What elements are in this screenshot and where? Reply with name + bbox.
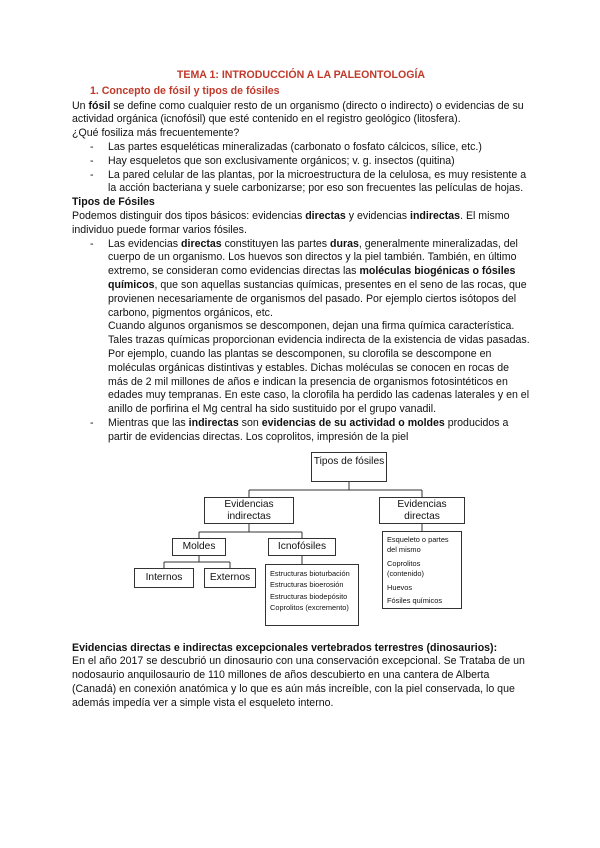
fossil-types-diagram	[72, 452, 530, 630]
node-evidencias-directas: Evidencias directas	[379, 497, 465, 524]
node-internos: Internos	[134, 568, 194, 588]
list-item: - Hay esqueletos que son exclusivamente orgánicos; v. g. insectos (quitina)	[108, 155, 530, 169]
list-item: - Las partes esqueléticas mineralizadas (carbonato o fosfato cálcicos, sílice, etc.)	[108, 141, 530, 155]
list-item: - La pared celular de las plantas, por la microestructura de la celulosa, es muy resistente a la acción bacteriana y suele carbonizarse; por eso son frecuentes las películas de hojas.	[108, 169, 530, 197]
icnofosiles-list	[265, 564, 359, 626]
text-span-bold: fósil	[88, 99, 111, 112]
text-span-bold: moléculas biogénicas o fósiles químicos	[108, 265, 516, 291]
section-heading: 1. Concepto de fósil y tipos de fósiles	[90, 84, 280, 97]
text-span-bold: directas	[181, 237, 222, 250]
chemical-signature-paragraph: Cuando algunos organismos se descomponen, dejan una firma química característica. Tales trazas químicas proporcionan evidencia indirecta de la existencia de vidas pasadas. Por ejemplo, cuando las plantas se descomponen, su clorofila se descompone en moléculas orgánicas distintivas y estables. Dichas moléculas se conocen en rocas de más de 2 mil millones de años e indican la presencia de organismos fotosintéticos en edades muy tempranas. En este caso, la clorofila ha perdido las cadenas laterales y en el anillo de porfirina el Mg central ha sido sustituido por el grupo vanadil.	[108, 320, 530, 416]
text-span-bold: directas	[305, 209, 346, 222]
dinosaur-paragraph: En el año 2017 se descubrió un dinosaurio con una conservación excepcional. Se Trataba de un nodosaurio anquilosaurio de 110 millones de años descubierto en una cantera de Alberta (Canadá) en conexión anatómica y lo que es aún más increíble, con la piel conservada, lo que además impedía ver a simple vista el esqueleto interno.	[72, 655, 525, 709]
list-item	[108, 417, 530, 445]
directas-item: Coprolitos (contenido)	[387, 558, 424, 579]
text-span: Las evidencias	[108, 237, 182, 250]
tipos-paragraph	[72, 210, 530, 238]
page-title: TEMA 1: INTRODUCCIÓN A LA PALEONTOLOGÍA	[176, 69, 426, 81]
node-icnofosiles: Icnofósiles	[268, 538, 336, 556]
directas-list	[382, 531, 462, 609]
list-item	[108, 238, 530, 417]
icno-item: Estructuras bioerosión	[270, 580, 344, 590]
text-span: y evidencias	[345, 209, 411, 222]
fossilization-list	[72, 141, 530, 196]
question: ¿Qué fosiliza más frecuentemente?	[72, 127, 240, 140]
icno-item: Estructuras biodepósito	[270, 591, 348, 601]
text-span: , que son aquellas sustancias químicas, presentes en el seno de las rocas, que provienen necesariamente de organismos del pasado. Por ejemplo ciertos isótopos del carbono, pigmentos orgánicos, etc.	[108, 278, 527, 319]
text-span: se define como cualquier resto de un organismo (directo o indirecto) o evidencias de su actividad orgánica (icnofósil) que esté contenido en el registro geológico (litosfera).	[72, 99, 524, 126]
node-externos: Externos	[204, 568, 256, 588]
text-span-bold: duras	[330, 237, 359, 250]
text-span: . El mismo individuo puede formar varios fósiles.	[72, 209, 510, 236]
text-span: Un	[72, 99, 89, 112]
tipos-list	[72, 238, 530, 445]
text-span: constituyen las partes	[221, 237, 331, 250]
directas-item: Huevos	[387, 582, 413, 592]
text-span: producidos a partir de evidencias directas. Los coprolitos, impresión de la piel	[108, 416, 509, 443]
exceptional-evidence-heading: Evidencias directas e indirectas excepcionales vertebrados terrestres (dinosaurios):	[72, 641, 498, 654]
icno-item: Coprolitos (excremento)	[270, 603, 349, 613]
node-moldes: Moldes	[172, 538, 226, 556]
fossil-definition	[72, 100, 530, 128]
text-span: Podemos distinguir dos tipos básicos: evidencias	[72, 209, 306, 222]
document-page	[72, 69, 530, 711]
icno-item: Estructuras bioturbación	[270, 568, 350, 578]
text-span: , generalmente mineralizadas, del cuerpo de un organismo. Los huevos son directos y la piel también. También, en último extremo, se consideran como evidencias directas las	[108, 237, 518, 278]
text-span-bold: indirectas	[188, 416, 239, 429]
subheading-tipos: Tipos de Fósiles	[72, 196, 155, 209]
text-span: son	[238, 416, 262, 429]
text-span: Mientras que las	[108, 416, 189, 429]
node-tipos-de-fosiles: Tipos de fósiles	[311, 452, 387, 482]
text-span-bold: evidencias de su actividad o moldes	[261, 416, 445, 429]
directas-item: Esqueleto o partes del mismo	[387, 534, 449, 555]
node-evidencias-indirectas: Evidencias indirectas	[204, 497, 294, 524]
text-span-bold: indirectas	[410, 209, 461, 222]
directas-item: Fósiles químicos	[387, 596, 443, 606]
